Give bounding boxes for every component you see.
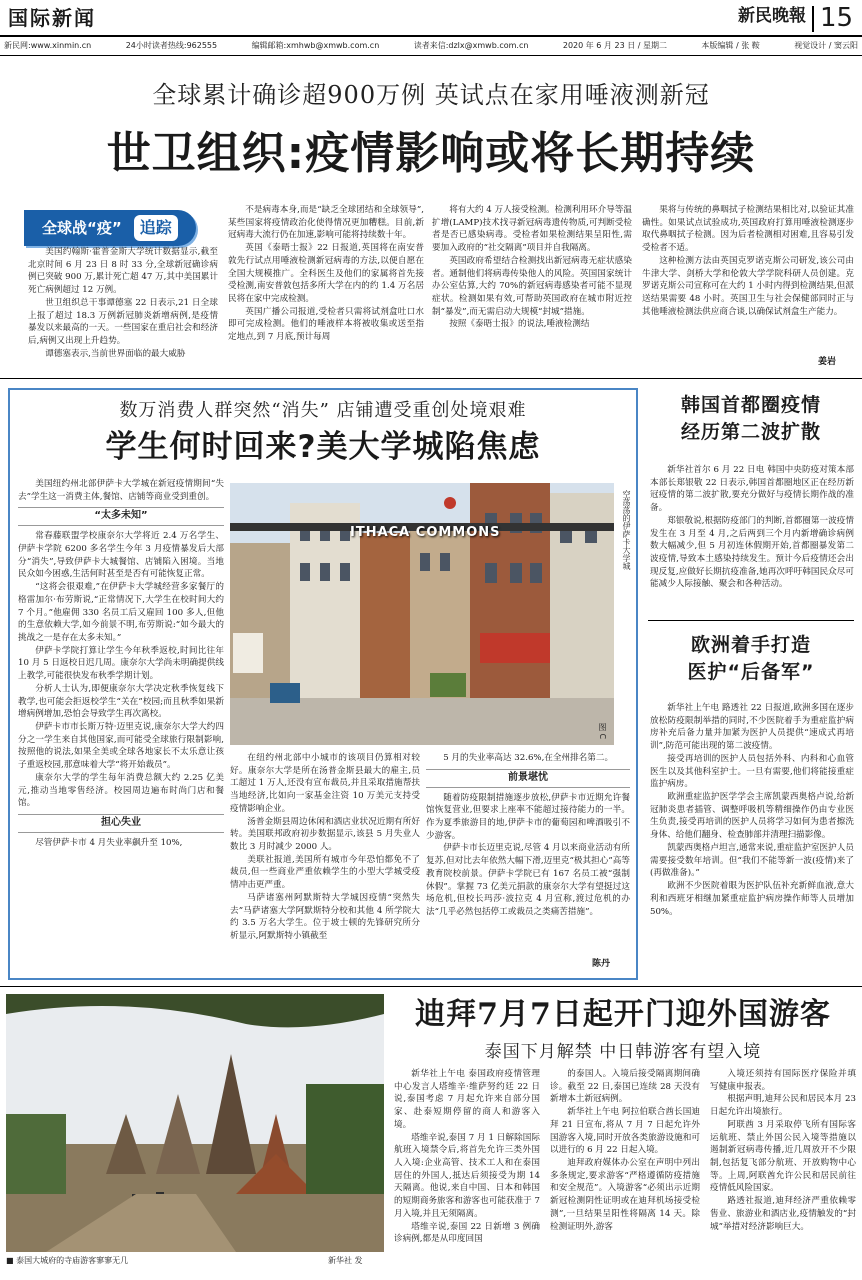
paragraph: 英国广播公司报道,受检者只需将试剂盒吐口水即可完成检测。他们的唾液样本将被收集或送至指定地点,到 7 月底,预计每周 — [228, 306, 424, 343]
subhead-outlook: 前景堪忧 — [426, 769, 630, 788]
paragraph: 根据声明,迪拜公民和居民本月 23 日起允许出境旅行。 — [710, 1094, 856, 1118]
paragraph: “这将会很艰难,”在伊萨卡大学城经营多家餐厅的格雷加尔·布劳斯说,“正常情况下,大学生在校时间大约 7 个月。”他雇佣 330 名员工后又雇回 100 多人,但他的生意依赖大学,如今前景不明,布劳斯说:“如今最大的挑战之一是存在太多未知。” — [18, 582, 224, 643]
paragraph: 英国《泰晤士报》22 日报道,英国将在南安普敦先行试点用唾液检测新冠病毒的方法,以便自愿在全国大规模推广。全科医生及他们的家属将首先接受检测,南安普敦包括多所大学在内的约 1.4 万名居民将在家中完成检测。 — [228, 243, 424, 305]
paragraph: 世卫组织总干事谭德塞 22 日表示,21 日全球上报了超过 18.3 万例新冠肺炎新增病例,是疫情暴发以来最高的一天。一些国家在重启社会和经济后,病例又出现上升趋势。 — [28, 297, 218, 347]
lead-col-1 — [28, 246, 218, 368]
korea-story — [648, 392, 854, 445]
dubai-col-2 — [550, 1068, 700, 1274]
paragraph: 接受再培训的医护人员包括外科、内科和心血管医生以及其他科室护士。一旦有需要,他们将能接重症监护病房。 — [650, 753, 854, 790]
paragraph: 美国约翰斯·霍普金斯大学统计数据显示,截至北京时间 6 月 23 日 8 时 33 分,全球新冠确诊病例已突破 900 万,累计死亡超 47 万,其中美国累计死亡病例超过 12 万例。 — [28, 247, 218, 296]
paragraph: 塔维辛说,泰国 22 日新增 3 例确诊病例,都是从印度回国 — [394, 1221, 540, 1245]
dubai-col-1 — [394, 1068, 540, 1274]
paragraph: 欧洲重症监护医学学会主席凯蒙西奥格卢说,给新冠肺炎患者插管、调整呼吸机等精细操作仍由专业医生负责,接受再培训的医护人员将学习如何为患者擦洗身体、给他们翻身、检查肺部并清理扫描影像。 — [650, 792, 854, 841]
story2-headline: 学生何时回来?美大学城陷焦虑 — [105, 429, 541, 465]
paragraph: 新华社上午电 泰国政府疫情管理中心发言人塔维辛·维萨努约廷 22 日说,泰国考虑 7 月起允许来自部分国家、赴泰短期停留的商人和游客入境。 — [394, 1069, 540, 1130]
section-title: 国际新闻 — [8, 6, 96, 30]
paragraph: 阿联酋 3 月采取停飞所有国际客运航班、禁止外国公民入境等措施以遏制新冠病毒传播,近几周放开不少限制,包括复飞部分航班、开放购物中心等。上周,阿联酋允许公民和居民前往疫情低风险国家。 — [710, 1119, 856, 1194]
badge-chase: 追踪 — [134, 215, 178, 241]
paragraph: 郑银敬说,根据防疫部门的判断,首都圈第一波疫情发生在 3 月至 4 月,之后两到三个月内新增确诊病例数大幅减少,但 5 月初连休假期开始,首都圈暴发第二波疫情,导致本土感染持续发生。预计今后疫情还会出现反复,应做好长期抗疫准备,她再次呼吁韩国民众尽可能减少人际接触、聚会和各种活动。 — [650, 515, 854, 590]
reader-email: 读者来信:dzlx@xmwb.com.cn — [413, 41, 529, 50]
paragraph: 美国纽约州北部伊萨卡大学城在新冠疫情期间“失去”学生这一消费主体,餐馆、店铺等商业受到重创。 — [18, 479, 224, 502]
page-number: 15 — [820, 3, 854, 33]
lead-headline: 世卫组织:疫情影响或将长期持续 — [106, 128, 756, 179]
story2-author: 陈丹 — [592, 959, 611, 969]
story2-col-2 — [230, 752, 420, 974]
paragraph: 塔维辛说,泰国 7 月 1 日解除国际航班入境禁令后,将首先允许三类外国人入境:企业高管、技术工人和在泰国居住的外国人,抵达后须接受为期 14 天隔离。他说,来自中国、日本和韩国的短期商务旅客和游客也可能获准于 7 月入境,并且无须隔离。 — [394, 1132, 540, 1219]
paragraph: 在纽约州北部中小城市的该项目仍算相对较好。康奈尔大学是所在汤普金斯县最大的雇主,员工超过 1 万人,还没有宣布裁员,并且采取措施帮扶当地经济,比如向一家基金注资 10 万美元支持受疫情影响企业。 — [230, 753, 420, 814]
paragraph: 马萨诸塞州阿默斯特大学城因疫情“突然失去”马萨诸塞大学阿默斯特分校和其他 4 所学院大约 3.5 万名大学生。位于坡士顿的先锋研究所分析显示,阿默斯特小镇截至 — [230, 892, 420, 942]
paragraph: 尽管伊萨卡市 4 月失业率飙升至 10%, — [35, 837, 183, 848]
paragraph: 汤普金斯县周边休闲和酒店业状况近期有所好转。美国联邦政府初步数据显示,该县 5 月失业人数比 3 月时减少 2000 人。 — [230, 816, 420, 853]
korea-body — [650, 464, 854, 614]
paragraph: 新华社首尔 6 月 22 日电 韩国中央防疫对策本部本部长郑银敬 22 日表示,韩国首都圈地区正在经历新冠疫情的第二波扩散,要充分做好与疫情长期作战的准备。 — [650, 465, 854, 514]
designer: 视觉设计 / 窦云阳 — [794, 41, 858, 50]
paragraph: 迪拜政府媒体办公室在声明中列出多条规定,要求游客“严格遵循防疫措施和安全规范”。入境游客“必须出示近期新冠检测阴性证明或在迪拜机场接受检测”,一旦结果呈阳性将隔离 14 天。除检测证明外,游客 — [550, 1158, 700, 1232]
paragraph: 的泰国人。入境后接受隔离期间确诊。截至 22 日,泰国已连续 28 天没有新增本土新冠病例。 — [550, 1069, 700, 1105]
paragraph: 英国政府希望结合检测找出新冠病毒无症状感染者。通制他们将病毒传染他人的风险。英国国家统计办公室估算,大约 70%的新冠病毒感染者可能不显现症状。检测如果有效,可帮助英国政府在城市附近控制“暴发”,而无需启动大规模“封城”措施。 — [432, 255, 632, 317]
ithaca-photo-caption: 空荡荡的伊萨卡大学城 — [622, 490, 631, 570]
korea-headline-line1: 韩国首都圈疫情 — [680, 394, 821, 416]
hotline: 24小时读者热线:962555 — [125, 41, 218, 50]
lead-col-4 — [642, 204, 854, 360]
date: 2020 年 6 月 23 日 / 星期二 — [562, 41, 667, 50]
editor: 本版编辑 / 张 鞍 — [701, 41, 760, 50]
paragraph: 康奈尔大学的学生每年消费总额大约 2.25 亿美元,推动当地零售经济。校园周边遍布时尚门店和餐馆。 — [18, 772, 224, 809]
thailand-photo — [6, 994, 384, 1252]
europe-story — [648, 632, 854, 685]
lead-col-3 — [432, 204, 632, 368]
paragraph: 常春藤联盟学校康奈尔大学将近 2.4 万名学生、伊萨卡学院 6200 多名学生今年 3 月疫情暴发后大部分“消失”,导致伊萨卡大城餐馆、店铺陷入困境。当地民众如今困惑,生活何时甚至是否有可能恢复正常。 — [18, 531, 224, 580]
thailand-photo-caption: ■ 泰国大城府的寺庙游客寥寥无几 — [6, 1256, 129, 1265]
europe-headline-line1: 欧洲着手打造 — [690, 634, 811, 656]
story2-col-3 — [426, 752, 630, 974]
ithaca-photo — [230, 483, 614, 745]
paragraph: 分析人士认为,即便康奈尔大学决定秋季恢复线下教学,也可能会拒返校学生“关在”校园;而且秋季如果新增病例增加,恐怕会导致学生再次离校。 — [18, 683, 224, 720]
story2-col-1 — [18, 478, 224, 972]
subhead-unknowns: “太多未知” — [18, 507, 224, 526]
paragraph: 新华社上午电 路透社 22 日报道,欧洲多国在逐步放松防疫限制举措的同时,不少医院着手为重症监护病房补充后备力量并加紧为医护人员提供“速成式再培训”,防范可能出现的第二波疫情。 — [650, 703, 854, 752]
lead-author: 姜岩 — [818, 357, 837, 367]
paragraph: 这种检测方法由英国克罗诺克斯公司研发,该公司由牛津大学、剑桥大学和伦敦大学学院科研人员创建。克罗诺克斯公司宣称可在大约 1 小时内得到检测结果,但派送结果需要 48 小时。英国卫生与社会保健部同时正与其他唾液检测法供应商合谈,以确保试剂盒生产能力。 — [642, 255, 854, 317]
paragraph: 将有大约 4 万人接受检测。检测利用环介导等温扩增(LAMP)技术找寻新冠病毒遗传物质,可判断受检者是否已感染病毒。受检者如果检测结果呈阳性,需要加入政府的“社交隔离”项目并自我隔离。 — [432, 205, 632, 254]
paragraph: 谭德塞表示,当前世界面临的最大威胁 — [45, 348, 186, 359]
lead-kicker: 全球累计确诊超900万例 英试点在家用唾液测新冠 — [152, 81, 710, 109]
paragraph: 伊萨卡市市长斯万特·迈里克说,康奈尔大学大约四分之一学生来自其他国家,而可能受全球旅行限制影响,按照他的说法,如果全美或全球各地家长不太乐意让孩子重返校园,那意味着大学“将开始裁员”。 — [18, 722, 224, 771]
paragraph: 按照《泰晤士报》的说法,唾液检测结 — [449, 319, 590, 330]
paragraph: 路透社报道,迪拜经济严重依赖零售业、旅游业和酒店业,疫情触发的“封城”举措对经济影响巨大。 — [710, 1196, 856, 1232]
subhead-unemployment: 担心失业 — [18, 814, 224, 833]
paragraph: 新华社上午电 阿拉伯联合酋长国迪拜 21 日宣布,将从 7 月 7 日起允许外国游客入境,同时开放各类旅游设施和可以进行的 6 月 22 日起入境。 — [550, 1107, 700, 1156]
thailand-photo-credit: 新华社 发 — [328, 1256, 363, 1265]
newspaper-logo: 新民晚報 — [738, 6, 806, 26]
temple-image — [6, 994, 384, 1252]
info-bar — [0, 40, 862, 56]
paragraph: 随着防疫限制措施逐步放松,伊萨卡市近期允许餐馆恢复营业,但要求上座率不能超过接待能力的一半。作为夏季旅游目的地,伊萨卡市的葡萄园和啤酒吸引不少游客。 — [426, 792, 630, 841]
europe-headline-line2: 医护“后备军” — [687, 660, 815, 683]
website: 新民网:www.xinmin.cn — [4, 41, 92, 50]
paragraph: 伊萨卡学院打算让学生今年秋季返校,时间比往年 10 月 5 日返校日迟几周。康奈尔大学尚未明确提供线上教学,可能很快发布秋季学期计划。 — [18, 645, 224, 682]
paragraph: 果将与传统的鼻咽拭子检测结果相比对,以验证其准确性。如果试点试验成功,英国政府打算用唾液检测逐步取代鼻咽拭子检测。因为后者检测相对困难,且容易引发受检者不适。 — [642, 205, 854, 254]
paragraph: 欧洲不少医院着眼为医护队伍补充新鲜血液,意大利和西班牙相继加紧重症监护病房操作师等人员增加 50%。 — [650, 881, 854, 917]
global-fight-badge — [24, 210, 196, 246]
paragraph: 伊萨卡市长迈里克说,尽管 4 月以来商业活动有所复苏,但对比去年依然大幅下滑,迈里克“极其担心”高等教育院校前景。伊萨卡学院已有 167 名员工被“强制休假”。掌握 73 亿美元捐款的康奈尔大学有望挺过这场危机,但校长玛莎·波拉克 4 月宣称,渡过危机的办法“几乎必然包括停工或裁员之类痛苦措施”。 — [426, 843, 630, 917]
story2-kicker: 数万消费人群突然“消失” 店铺遭受重创处境艰难 — [119, 400, 527, 421]
edit-email: 编辑邮箱:xmhwb@xmwb.com.cn — [251, 41, 380, 50]
ithaca-sign: ITHACA COMMONS — [350, 525, 501, 540]
thailand-caption-text: 泰国大城府的寺庙游客寥寥无几 — [16, 1256, 129, 1265]
dubai-headline: 迪拜7月7日起开门迎外国游客 — [415, 997, 831, 1032]
page-header — [0, 0, 862, 37]
dubai-col-3 — [710, 1068, 856, 1274]
photo-credit: 图 C — [598, 722, 607, 739]
europe-body — [650, 702, 854, 974]
lead-col-2 — [228, 204, 424, 368]
badge-label: 全球战“疫” — [42, 218, 122, 237]
paragraph: 入境还须持有国际医疗保险并填写健康申报表。 — [710, 1069, 856, 1092]
dubai-kicker: 泰国下月解禁 中日韩游客有望入境 — [484, 1042, 762, 1062]
paragraph: 凯蒙西奥格卢坦言,通常来说,重症监护室医护人员需要接受数年培训。但“我们不能等新一波(疫情)来了(再做准备)。” — [650, 842, 854, 879]
paragraph: 美联社报道,美国所有城市今年恐怕都免不了裁员,但一些商业严重依赖学生的小型大学城受疫情冲击更严重。 — [230, 854, 420, 891]
paragraph: 5 月的失业率高达 32.6%,在全州排名第二。 — [443, 753, 614, 763]
paragraph: 不是病毒本身,而是“缺乏全球团结和全球领导”,某些国家将疫情政治化使得情况更加糟糕。目前,新冠病毒大流行仍在加速,影响可能将持续数十年。 — [228, 205, 424, 241]
korea-headline-line2: 经历第二波扩散 — [680, 420, 821, 443]
